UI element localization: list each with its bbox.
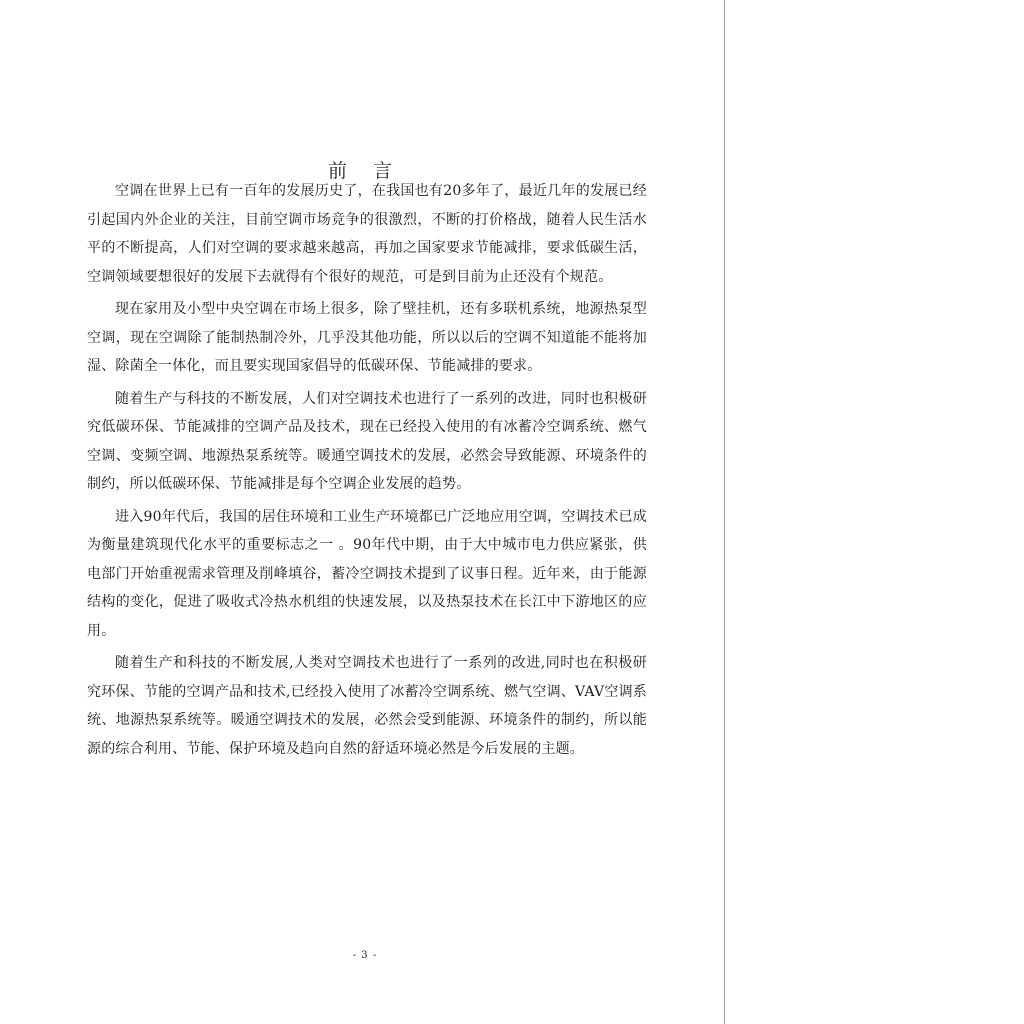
page-number: - 3 - — [352, 950, 378, 961]
body-text — [87, 177, 647, 767]
paragraph-1: 空调在世界上已有一百年的发展历史了，在我国也有20多年了，最近几年的发展已经引起国内外企业的关注，目前空调市场竞争的很激烈，不断的打价格战，随着人民生活水平的不断提高，人们对空调的要求越来越高，再加之国家要求节能减排，要求低碳生活，空调领域要想很好的发展下去就得有个很好的规范，可是到目前为止还没有个规范。 — [87, 183, 647, 285]
viewer-background — [725, 0, 1024, 1024]
paragraph-5: 随着生产和科技的不断发展,人类对空调技术也进行了一系列的改进,同时也在积极研究环保、节能的空调产品和技术,已经投入使用了冰蓄冷空调系统、燃气空调、VAV空调系统、地源热泵系统等。暖通空调技术的发展，必然会受到能源、环境条件的制约，所以能源的综合利用、节能、保护环境及趋向自然的舒适环境必然是今后发展的主题。 — [87, 655, 647, 757]
paragraph-2: 现在家用及小型中央空调在市场上很多，除了壁挂机，还有多联机系统，地源热泵型空调，现在空调除了能制热制冷外，几乎没其他功能，所以以后的空调不知道能不能将加湿、除菌全一体化，而且要实现国家倡导的低碳环保、节能减排的要求。 — [87, 301, 647, 374]
paragraph-4: 进入90年代后，我国的居住环境和工业生产环境都已广泛地应用空调，空调技术已成为衡量建筑现代化水平的重要标志之一 。90年代中期，由于大中城市电力供应紧张，供电部门开始重视需求管理及削峰填谷，蓄冷空调技术提到了议事日程。近年来，由于能源结构的变化，促进了吸收式冷热水机组的快速发展，以及热泵技术在长江中下游地区的应用。 — [87, 508, 647, 639]
page-title: 前 言 — [327, 159, 403, 182]
paragraph-3: 随着生产与科技的不断发展，人们对空调技术也进行了一系列的改进，同时也积极研究低碳环保、节能减排的空调产品及技术，现在已经投入使用的有冰蓄冷空调系统、燃气空调、变频空调、地源热泵系统等。暖通空调技术的发展，必然会导致能源、环境条件的制约，所以低碳环保、节能减排是每个空调企业发展的趋势。 — [87, 390, 647, 492]
